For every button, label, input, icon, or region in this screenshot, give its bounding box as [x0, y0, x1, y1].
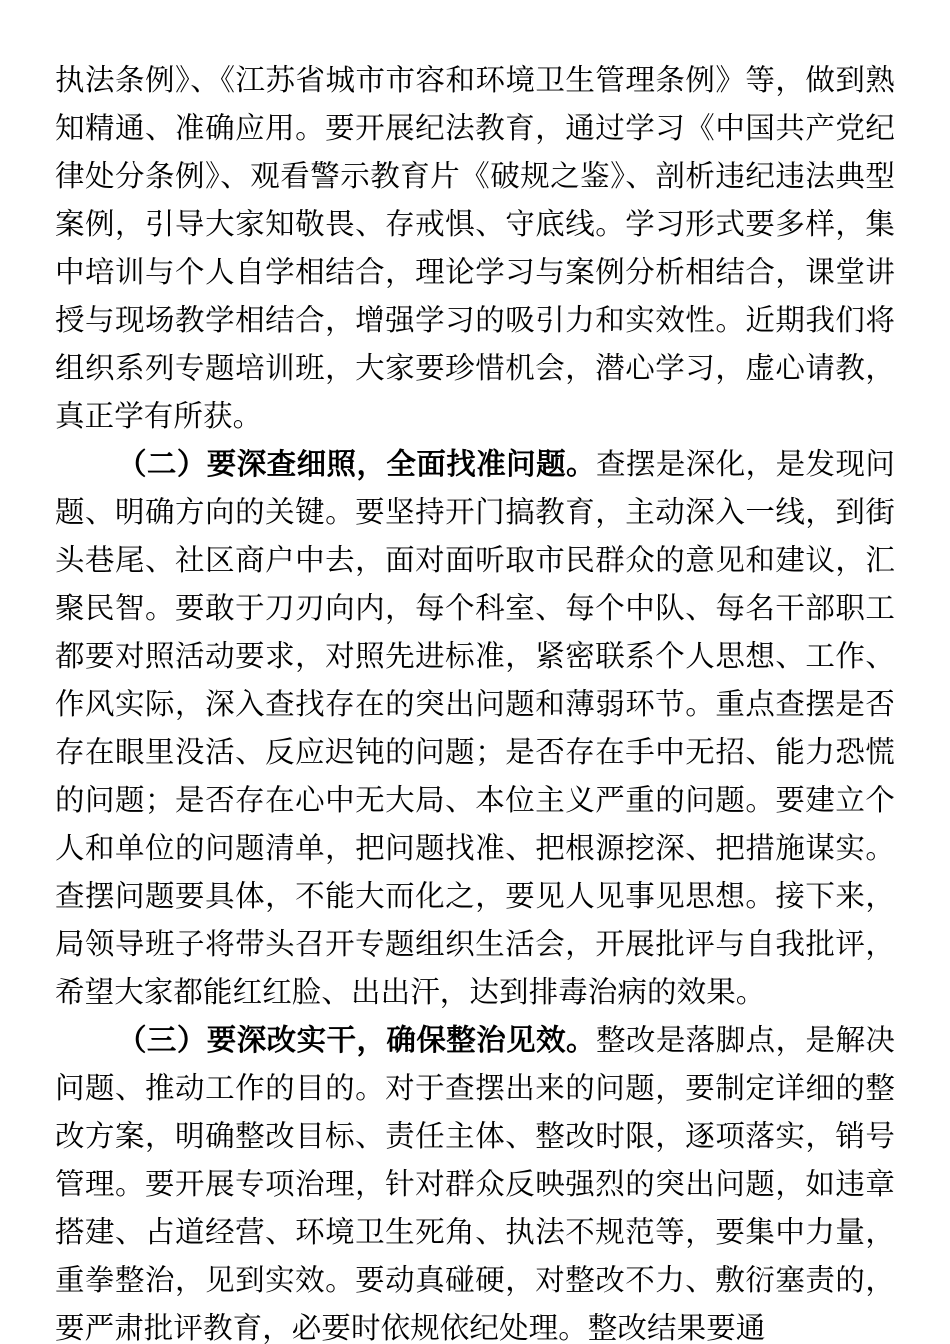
paragraph-body-text: 执法条例》、《江苏省城市市容和环境卫生管理条例》等，做到熟知精通、准确应用。要开展纪法教育，通过学习《中国共产党纪律处分条例》、观看警示教育片《破规之鉴》、剖析违纪违法典型案例，引导大家知敬畏、存戒惧、守底线。学习形式要多样，集中培训与个人自学相结合，理论学习与案例分析相结合，课堂讲授与现场教学相结合，增强学习的吸引力和实效性。近期我们将组织系列专题培训班，大家要珍惜机会，潜心学习，虚心请教，真正学有所获。 [55, 64, 895, 433]
section-heading-three: （三）要深改实干，确保整治见效。 [117, 1024, 596, 1057]
paragraph-section-two [55, 441, 895, 1017]
paragraph-body-text: 查摆是深化，是发现问题、明确方向的关键。要坚持开门搞教育，主动深入一线，到街头巷尾、社区商户中去，面对面听取市民群众的意见和建议，汇聚民智。要敢于刀刃向内，每个科室、每个中队、每名干部职工都要对照活动要求，对照先进标准，紧密联系个人思想、工作、作风实际，深入查找存在的突出问题和薄弱环节。重点查摆是否存在眼里没活、反应迟钝的问题；是否存在手中无招、能力恐慌的问题；是否存在心中无大局、本位主义严重的问题。要建立个人和单位的问题清单，把问题找准、把根源挖深、把措施谋实。查摆问题要具体，不能大而化之，要见人见事见思想。接下来，局领导班子将带头召开专题组织生活会，开展批评与自我批评，希望大家都能红红脸、出出汗，达到排毒治病的效果。 [55, 448, 895, 1009]
paragraph-continuation [55, 57, 895, 441]
paragraph-body-text: 整改是落脚点，是解决问题、推动工作的目的。对于查摆出来的问题，要制定详细的整改方案，明确整改目标、责任主体、整改时限，逐项落实，销号管理。要开展专项治理，针对群众反映强烈的突出问题，如违章搭建、占道经营、环境卫生死角、执法不规范等，要集中力量，重拳整治，见到实效。要动真碰硬，对整改不力、敷衍塞责的，要严肃批评教育，必要时依规依纪处理。整改结果要通 [55, 1024, 895, 1344]
paragraph-section-three [55, 1017, 895, 1344]
section-heading-two: （二）要深查细照，全面找准问题。 [117, 448, 596, 481]
document-text-column [55, 57, 895, 1344]
